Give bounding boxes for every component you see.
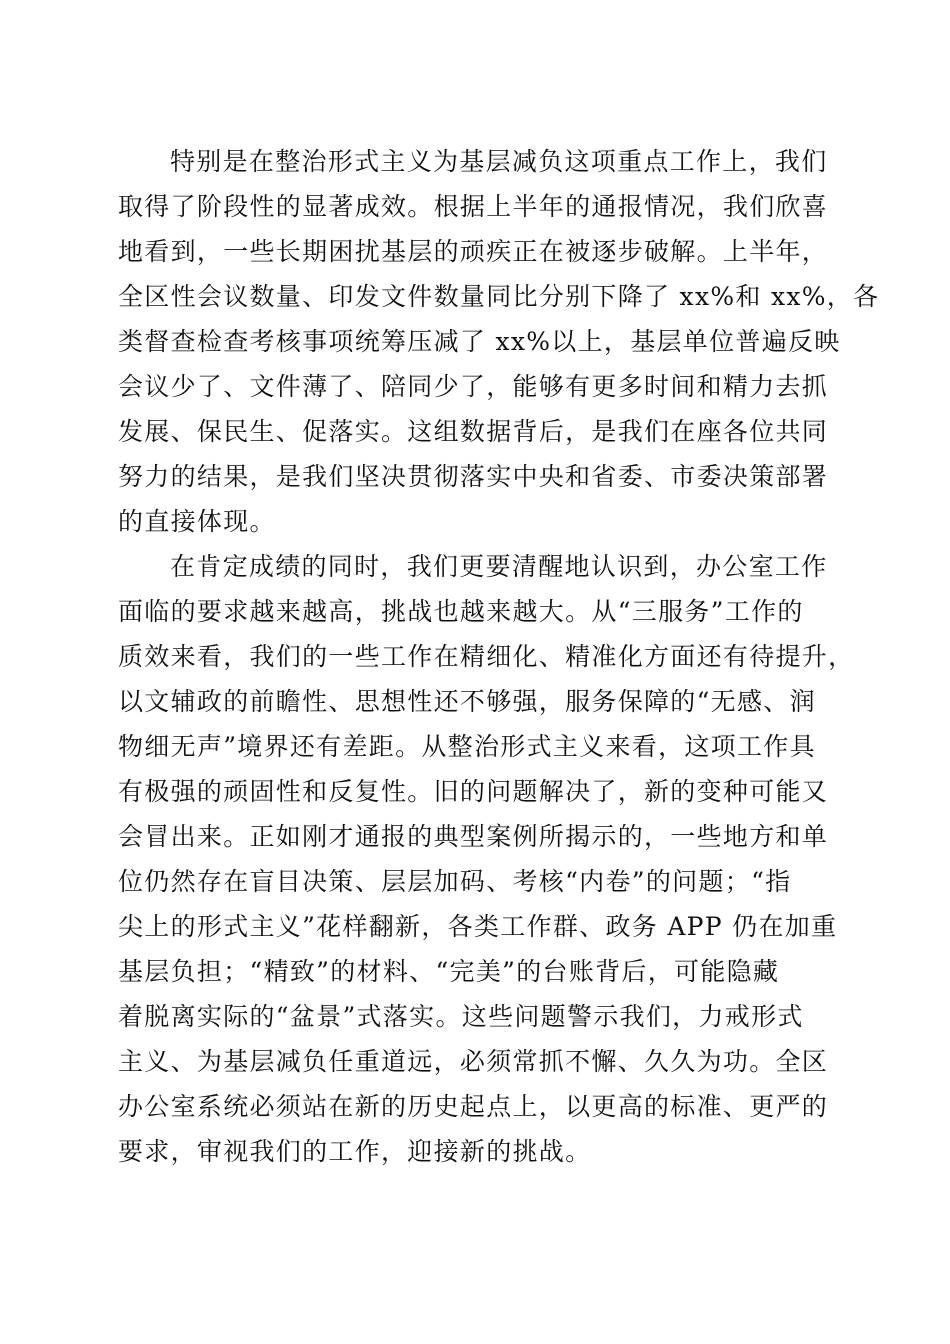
paragraph-line: 地看到，一些长期困扰基层的顽疾正在被逐步破解。上半年， bbox=[118, 237, 829, 266]
paragraph-line: 会冒出来。正如刚才通报的典型案例所揭示的，一些地方和单 bbox=[118, 822, 829, 851]
paragraph-line: 要求，审视我们的工作，迎接新的挑战。 bbox=[118, 1137, 592, 1166]
paragraph-line: 在肯定成绩的同时，我们更要清醒地认识到，办公室工作 bbox=[170, 552, 828, 581]
paragraph-line: 的直接体现。 bbox=[118, 507, 276, 536]
paragraph-line: 面临的要求越来越高，挑战也越来越大。从“三服务”工作的 bbox=[118, 597, 804, 626]
paragraph-line: 取得了阶段性的显著成效。根据上半年的通报情况，我们欣喜 bbox=[118, 192, 829, 221]
paragraph-line: 物细无声”境界还有差距。从整治形式主义来看，这项工作具 bbox=[118, 732, 816, 761]
paragraph-line: 特别是在整治形式主义为基层减负这项重点工作上，我们 bbox=[170, 147, 828, 176]
paragraph-line: 以文辅政的前瞻性、思想性还不够强，服务保障的“无感、润 bbox=[118, 687, 816, 716]
paragraph-line: 努力的结果，是我们坚决贯彻落实中央和省委、市委决策部署 bbox=[118, 462, 829, 491]
paragraph-line: 质效来看，我们的一些工作在精细化、精准化方面还有待提升， bbox=[118, 642, 855, 671]
paragraph-line: 有极强的顽固性和反复性。旧的问题解决了，新的变种可能又 bbox=[118, 777, 829, 806]
paragraph-line: 全区性会议数量、印发文件数量同比分别下降了 xx%和 xx%，各 bbox=[118, 282, 880, 311]
paragraph-line: 位仍然存在盲目决策、层层加码、考核“内卷”的问题；“指 bbox=[118, 867, 792, 896]
paragraph-line: 类督查检查考核事项统筹压减了 xx%以上，基层单位普遍反映 bbox=[118, 327, 841, 356]
paragraph-line: 会议少了、文件薄了、陪同少了，能够有更多时间和精力去抓 bbox=[118, 372, 829, 401]
paragraph-line: 着脱离实际的“盆景”式落实。这些问题警示我们，力戒形式 bbox=[118, 1002, 804, 1031]
paragraph-line: 基层负担；“精致”的材料、“完美”的台账背后，可能隐藏 bbox=[118, 957, 780, 986]
paragraph-line: 发展、保民生、促落实。这组数据背后，是我们在座各位共同 bbox=[118, 417, 829, 446]
paragraph-line: 尖上的形式主义”花样翻新，各类工作群、政务 APP 仍在加重 bbox=[118, 912, 838, 941]
paragraph-line: 主义、为基层减负任重道远，必须常抓不懈、久久为功。全区 bbox=[118, 1047, 829, 1076]
paragraph-line: 办公室系统必须站在新的历史起点上，以更高的标准、更严的 bbox=[118, 1092, 829, 1121]
